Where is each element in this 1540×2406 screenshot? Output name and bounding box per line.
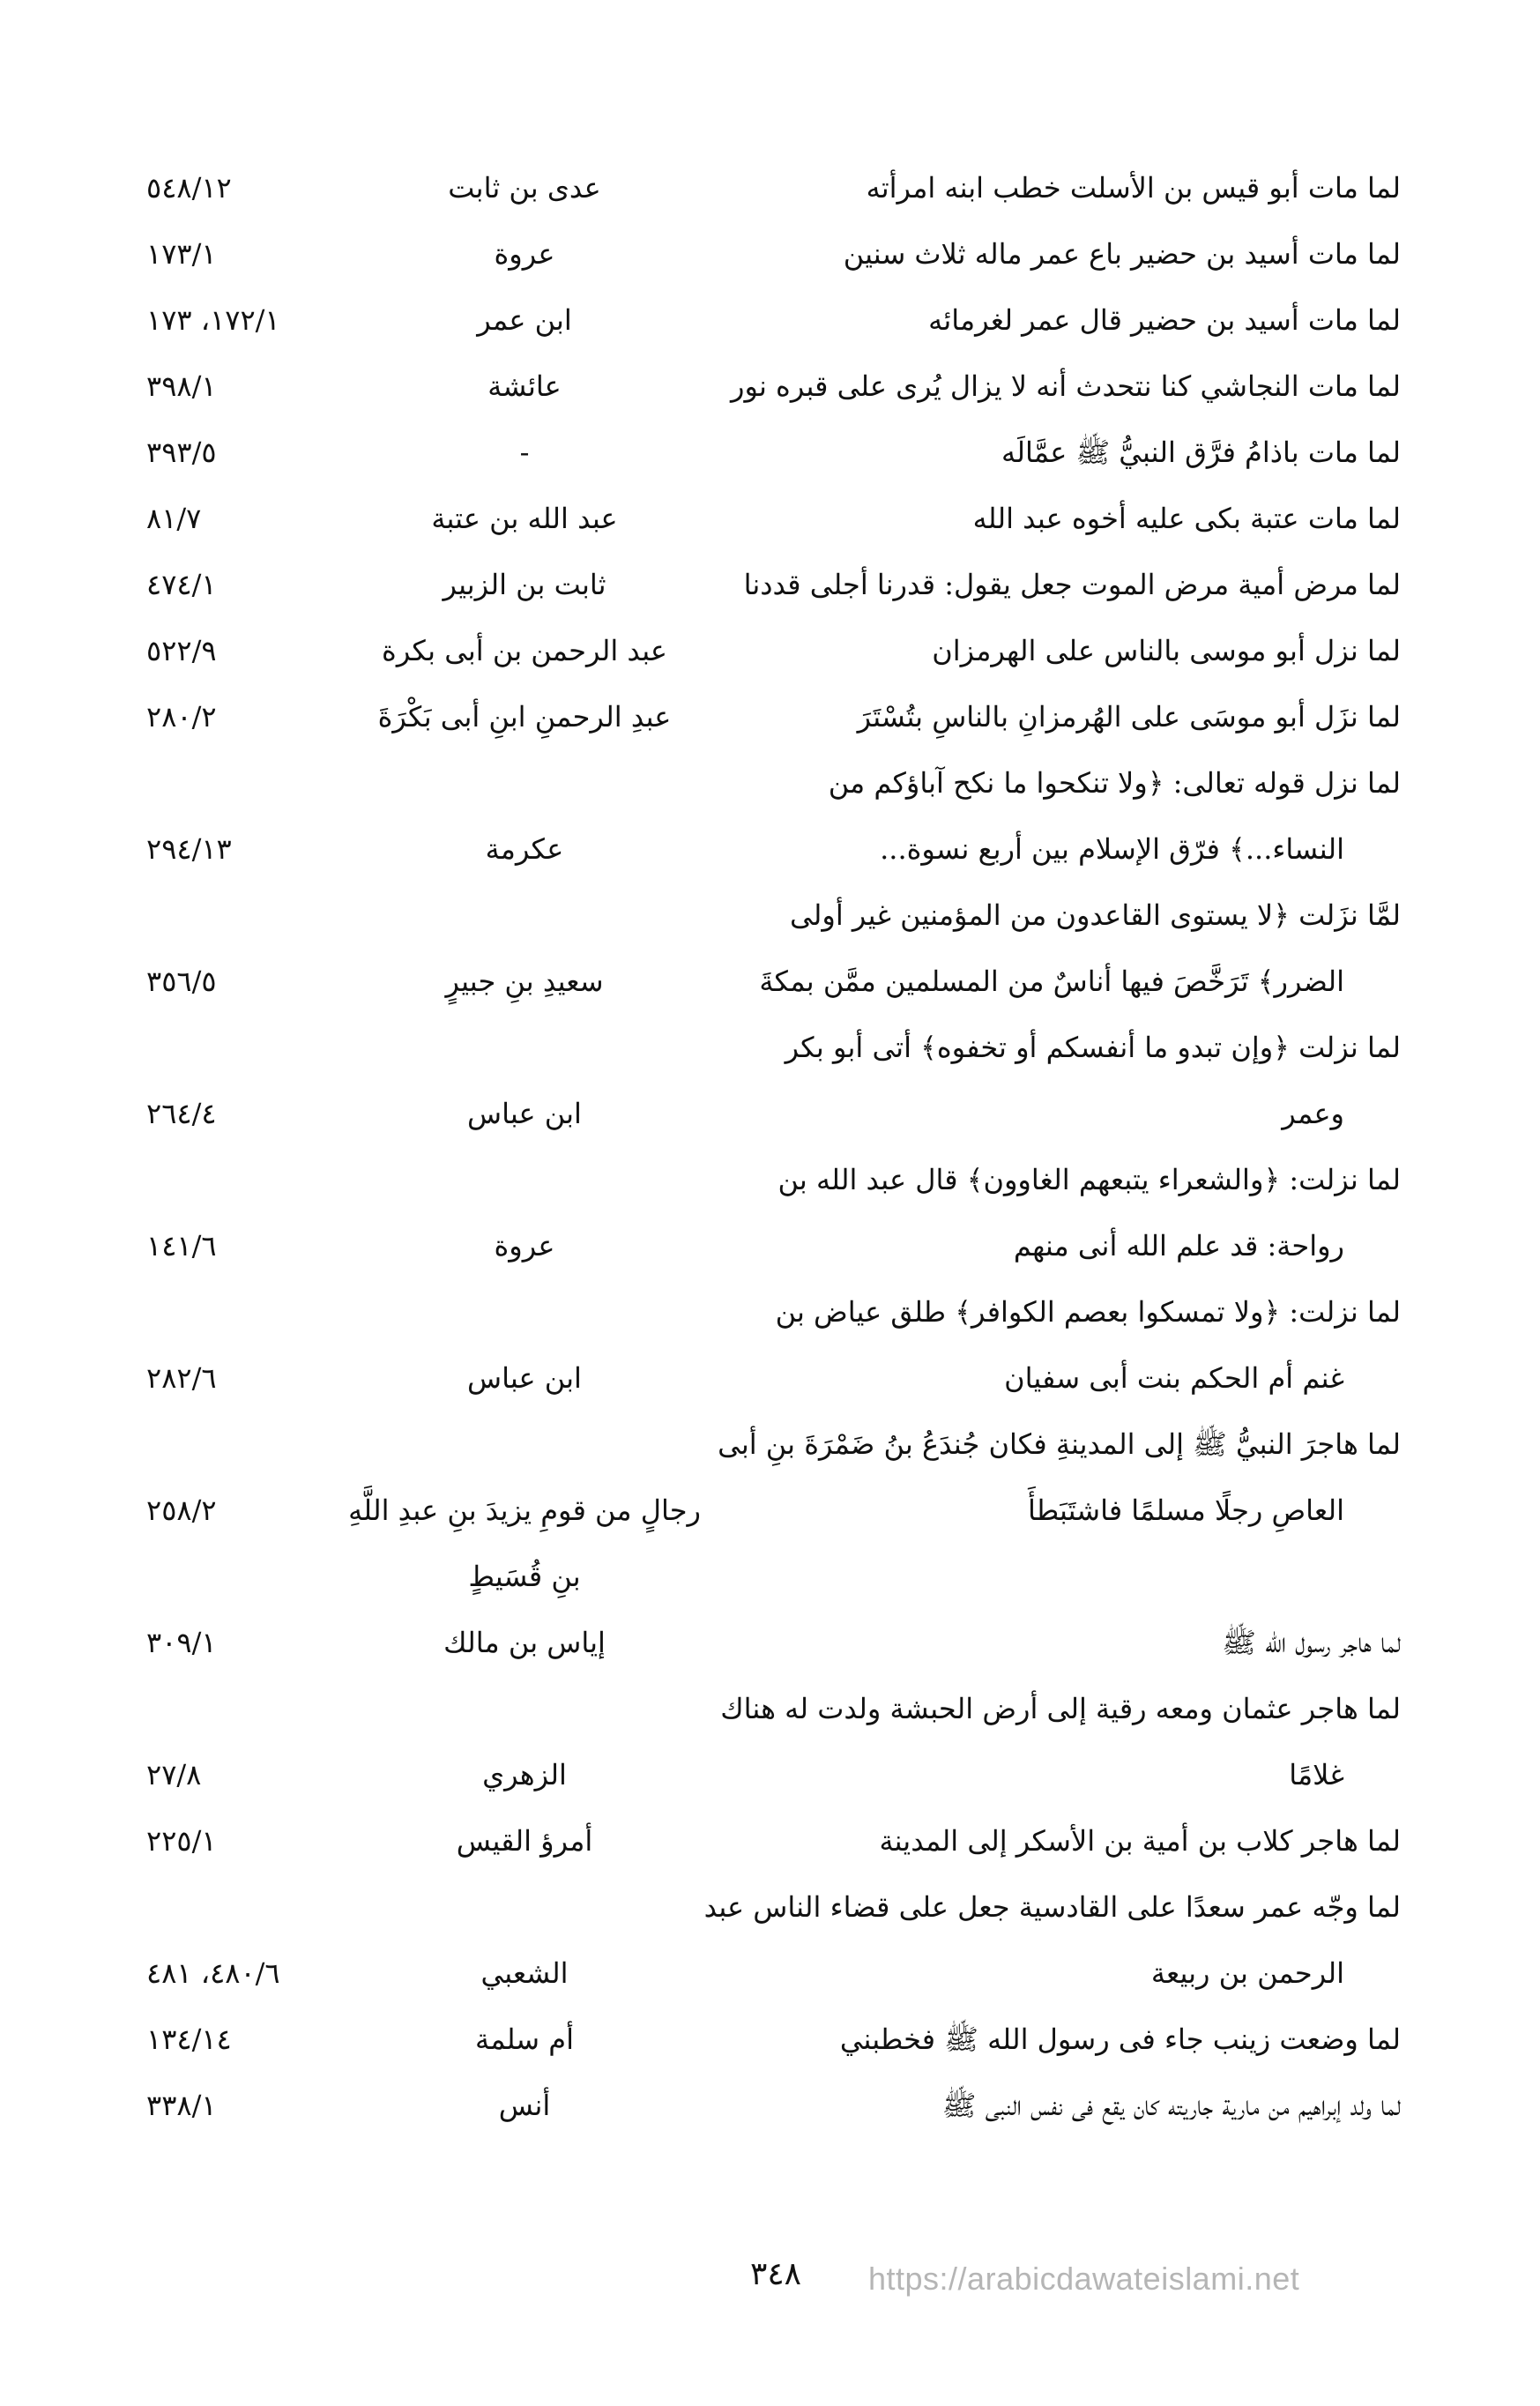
narrator-name [335, 1147, 714, 1213]
volume-page-ref: ٤٨٠/٦، ٤٨١ [146, 1956, 280, 1990]
narrator-name: ابن عمر [477, 303, 572, 337]
narrator-name [335, 1412, 714, 1478]
volume-page-ref: ٣٩٣/٥ [146, 436, 217, 469]
hadith-text: لما مات أبو قيس بن الأسلت خطب ابنه امرأته [866, 171, 1401, 205]
volume-page-ref [146, 1544, 376, 1610]
narrator-name: عدى بن ثابت [448, 171, 601, 205]
narrator-name: ابن عباس [467, 1361, 582, 1395]
table-row [0, 354, 1540, 420]
narrator-name [335, 1676, 714, 1742]
narrator-name: عروة [494, 237, 555, 271]
table-row [0, 949, 1540, 1015]
table-row [0, 750, 1540, 816]
hadith-text: لما مات النجاشي كنا نتحدث أنه لا يزال يُرى على قبره نور [730, 369, 1401, 403]
volume-page-ref [146, 750, 376, 816]
hadith-text [748, 1544, 1401, 1610]
table-row [0, 221, 1540, 287]
volume-page-ref: ٤٧٤/١ [146, 568, 217, 601]
table-row [0, 1676, 1540, 1742]
hadith-text: لما مات عتبة بكى عليه أخوه عبد الله [972, 502, 1401, 535]
narrator-name: عبد الرحمن بن أبى بكرة [382, 634, 667, 667]
table-row [0, 1345, 1540, 1412]
table-row [0, 816, 1540, 883]
table-row [0, 618, 1540, 684]
volume-page-ref: ٢٩٤/١٣ [146, 832, 232, 866]
hadith-text: لما وجّه عمر سعدًا على القادسية جعل على قضاء الناس عبد [703, 1890, 1401, 1924]
watermark-url[interactable]: https://arabicdawateislami.net [868, 2261, 1300, 2297]
volume-page-ref: ٢٦٤/٤ [146, 1097, 217, 1130]
table-row [0, 1940, 1540, 2007]
table-row [0, 1279, 1540, 1345]
hadith-text: لما هاجرَ النبيُّ ﷺ إلى المدينةِ فكان جُندَعُ بنُ ضَمْرَةَ بنِ أبى [718, 1427, 1401, 1461]
narrator-name: ثابت بن الزبير [443, 568, 606, 601]
table-row [0, 155, 1540, 221]
hadith-text: لما وضعت زينب جاء فى رسول الله ﷺ فخطبني [839, 2022, 1401, 2056]
volume-page-ref: ١٣٤/١٤ [146, 2022, 232, 2056]
narrator-name: إياس بن مالك [443, 1626, 606, 1659]
table-row [0, 420, 1540, 486]
volume-page-ref: ٣٩٨/١ [146, 369, 217, 403]
hadith-text: النساء...﴾ فرّق الإسلام بين أربع نسوة... [880, 832, 1344, 866]
hadith-text: لما هاجر كلاب بن أمية بن الأسكر إلى المدينة [879, 1824, 1401, 1858]
volume-page-ref: ٢٢٥/١ [146, 1824, 217, 1858]
table-row [0, 1081, 1540, 1147]
narrator-name [335, 750, 714, 816]
narrator-name: - [519, 436, 530, 469]
volume-page-ref [146, 1279, 376, 1345]
table-row [0, 486, 1540, 552]
table-row [0, 1015, 1540, 1081]
table-row [0, 2073, 1540, 2139]
table-row [0, 1808, 1540, 1874]
table-row [0, 1874, 1540, 1940]
narrator-name: الزهري [482, 1758, 567, 1791]
table-row [0, 1478, 1540, 1544]
hadith-text: الرحمن بن ربيعة [1150, 1956, 1344, 1990]
table-row [0, 2007, 1540, 2073]
hadith-text: لما مات باذامُ فرَّق النبيُّ ﷺ عمَّالَه [1001, 436, 1401, 469]
volume-page-ref: ٢٧/٨ [146, 1758, 202, 1791]
hadith-text: رواحة: قد علم الله أنى منهم [1013, 1229, 1344, 1263]
volume-page-ref: ٣٥٦/٥ [146, 965, 217, 998]
table-row [0, 1213, 1540, 1279]
volume-page-ref: ٥٤٨/١٢ [146, 171, 232, 205]
volume-page-ref: ٢٨٢/٦ [146, 1361, 217, 1395]
hadith-text: لما نزلت: ﴿والشعراء يتبعهم الغاوون﴾ قال عبد الله بن [777, 1163, 1401, 1196]
narrator-name: عكرمة [485, 832, 564, 866]
volume-page-ref: ٢٥٨/٢ [146, 1494, 217, 1527]
hadith-text: لما هاجر عثمان ومعه رقية إلى أرض الحبشة ولدت له هناك [720, 1692, 1401, 1725]
table-row [0, 1742, 1540, 1808]
volume-page-ref [146, 1412, 376, 1478]
volume-page-ref: ٥٢٢/٩ [146, 634, 217, 667]
hadith-text: لما نزل قوله تعالى: ﴿ولا تنكحوا ما نكح آباؤكم من [828, 766, 1401, 800]
hadith-text: غنم أم الحكم بنت أبى سفيان [1004, 1361, 1344, 1395]
table-row [0, 1544, 1540, 1610]
volume-page-ref [146, 1015, 376, 1081]
hadith-text: لما نزلت ﴿وإن تبدو ما أنفسكم أو تخفوه﴾ أتى أبو بكر [785, 1031, 1401, 1064]
narrator-name [335, 1279, 714, 1345]
table-row [0, 1610, 1540, 1676]
volume-page-ref: ١٧٢/١، ١٧٣ [146, 303, 280, 337]
narrator-name: الشعبي [480, 1956, 569, 1990]
narrator-name: أم سلمة [475, 2022, 574, 2056]
narrator-name: أمرؤ القيس [456, 1824, 593, 1858]
table-row [0, 883, 1540, 949]
table-row [0, 1412, 1540, 1478]
hadith-text: الضرر﴾ تَرَخَّصَ فيها أناسٌ من المسلمين ممَّن بمكةَ [759, 965, 1344, 998]
table-row [0, 1147, 1540, 1213]
narrator-name: بنِ قُسَيطٍ [468, 1560, 581, 1593]
hadith-text: لما نزل أبو موسى بالناس على الهرمزان [932, 634, 1401, 667]
volume-page-ref: ٨١/٧ [146, 502, 202, 535]
volume-page-ref [146, 1147, 376, 1213]
narrator-name [335, 1874, 714, 1940]
volume-page-ref: ١٤١/٦ [146, 1229, 217, 1263]
narrator-name [335, 883, 714, 949]
narrator-name [335, 1015, 714, 1081]
hadith-text: لمَّا نزَلت ﴿لا يستوى القاعدون من المؤمنين غير أولى [789, 898, 1401, 932]
hadith-text: لما مات أسيد بن حضير باع عمر ماله ثلاث سنين [843, 237, 1401, 271]
narrator-name: أنس [498, 2089, 551, 2122]
table-row [0, 287, 1540, 354]
narrator-name: ابن عباس [467, 1097, 582, 1130]
volume-page-ref: ٣٣٨/١ [146, 2089, 217, 2122]
narrator-name: عبدِ الرحمنِ ابنِ أبى بَكْرَةَ [377, 700, 672, 734]
narrator-name: سعيدِ بنِ جبيرٍ [445, 965, 604, 998]
hadith-text: العاصِ رجلًا مسلمًا فاشتَبَطأَ [1027, 1494, 1344, 1527]
narrator-name: رجالٍ من قومِ يزيدَ بنِ عبدِ اللَّهِ [348, 1494, 701, 1527]
table-row [0, 552, 1540, 618]
hadith-text: لما مرض أمية مرض الموت جعل يقول: قدرنا أجلى قددنا [743, 568, 1401, 601]
volume-page-ref [146, 883, 376, 949]
narrator-name: عروة [494, 1229, 555, 1263]
narrator-name: عائشة [487, 369, 562, 403]
hadith-text: غلامًا [1289, 1758, 1344, 1791]
narrator-name: عبد الله بن عتبة [431, 502, 618, 535]
hadith-text: لما مات أسيد بن حضير قال عمر لغرمائه [928, 303, 1401, 337]
hadith-text: لما هاجر رسول الله ﷺ [1222, 1626, 1401, 1659]
volume-page-ref: ٢٨٠/٢ [146, 700, 217, 734]
hadith-text: لما نزَل أبو موسَى على الهُرمزانِ بالناسِ بتُسْتَرَ [857, 700, 1401, 734]
hadith-text: وعمر [1282, 1097, 1344, 1130]
table-row [0, 684, 1540, 750]
volume-page-ref: ٣٠٩/١ [146, 1626, 217, 1659]
volume-page-ref: ١٧٣/١ [146, 237, 217, 271]
page-number: ٣٤٨ [749, 2256, 801, 2292]
volume-page-ref [146, 1676, 376, 1742]
volume-page-ref [146, 1874, 376, 1940]
hadith-text: لما ولد إبراهيم من مارية جاريته كان يقع فى نفس النبى ﷺ [941, 2089, 1401, 2122]
hadith-index-list [0, 155, 1540, 2139]
hadith-text: لما نزلت: ﴿ولا تمسكوا بعصم الكوافر﴾ طلق عياض بن [775, 1295, 1401, 1329]
